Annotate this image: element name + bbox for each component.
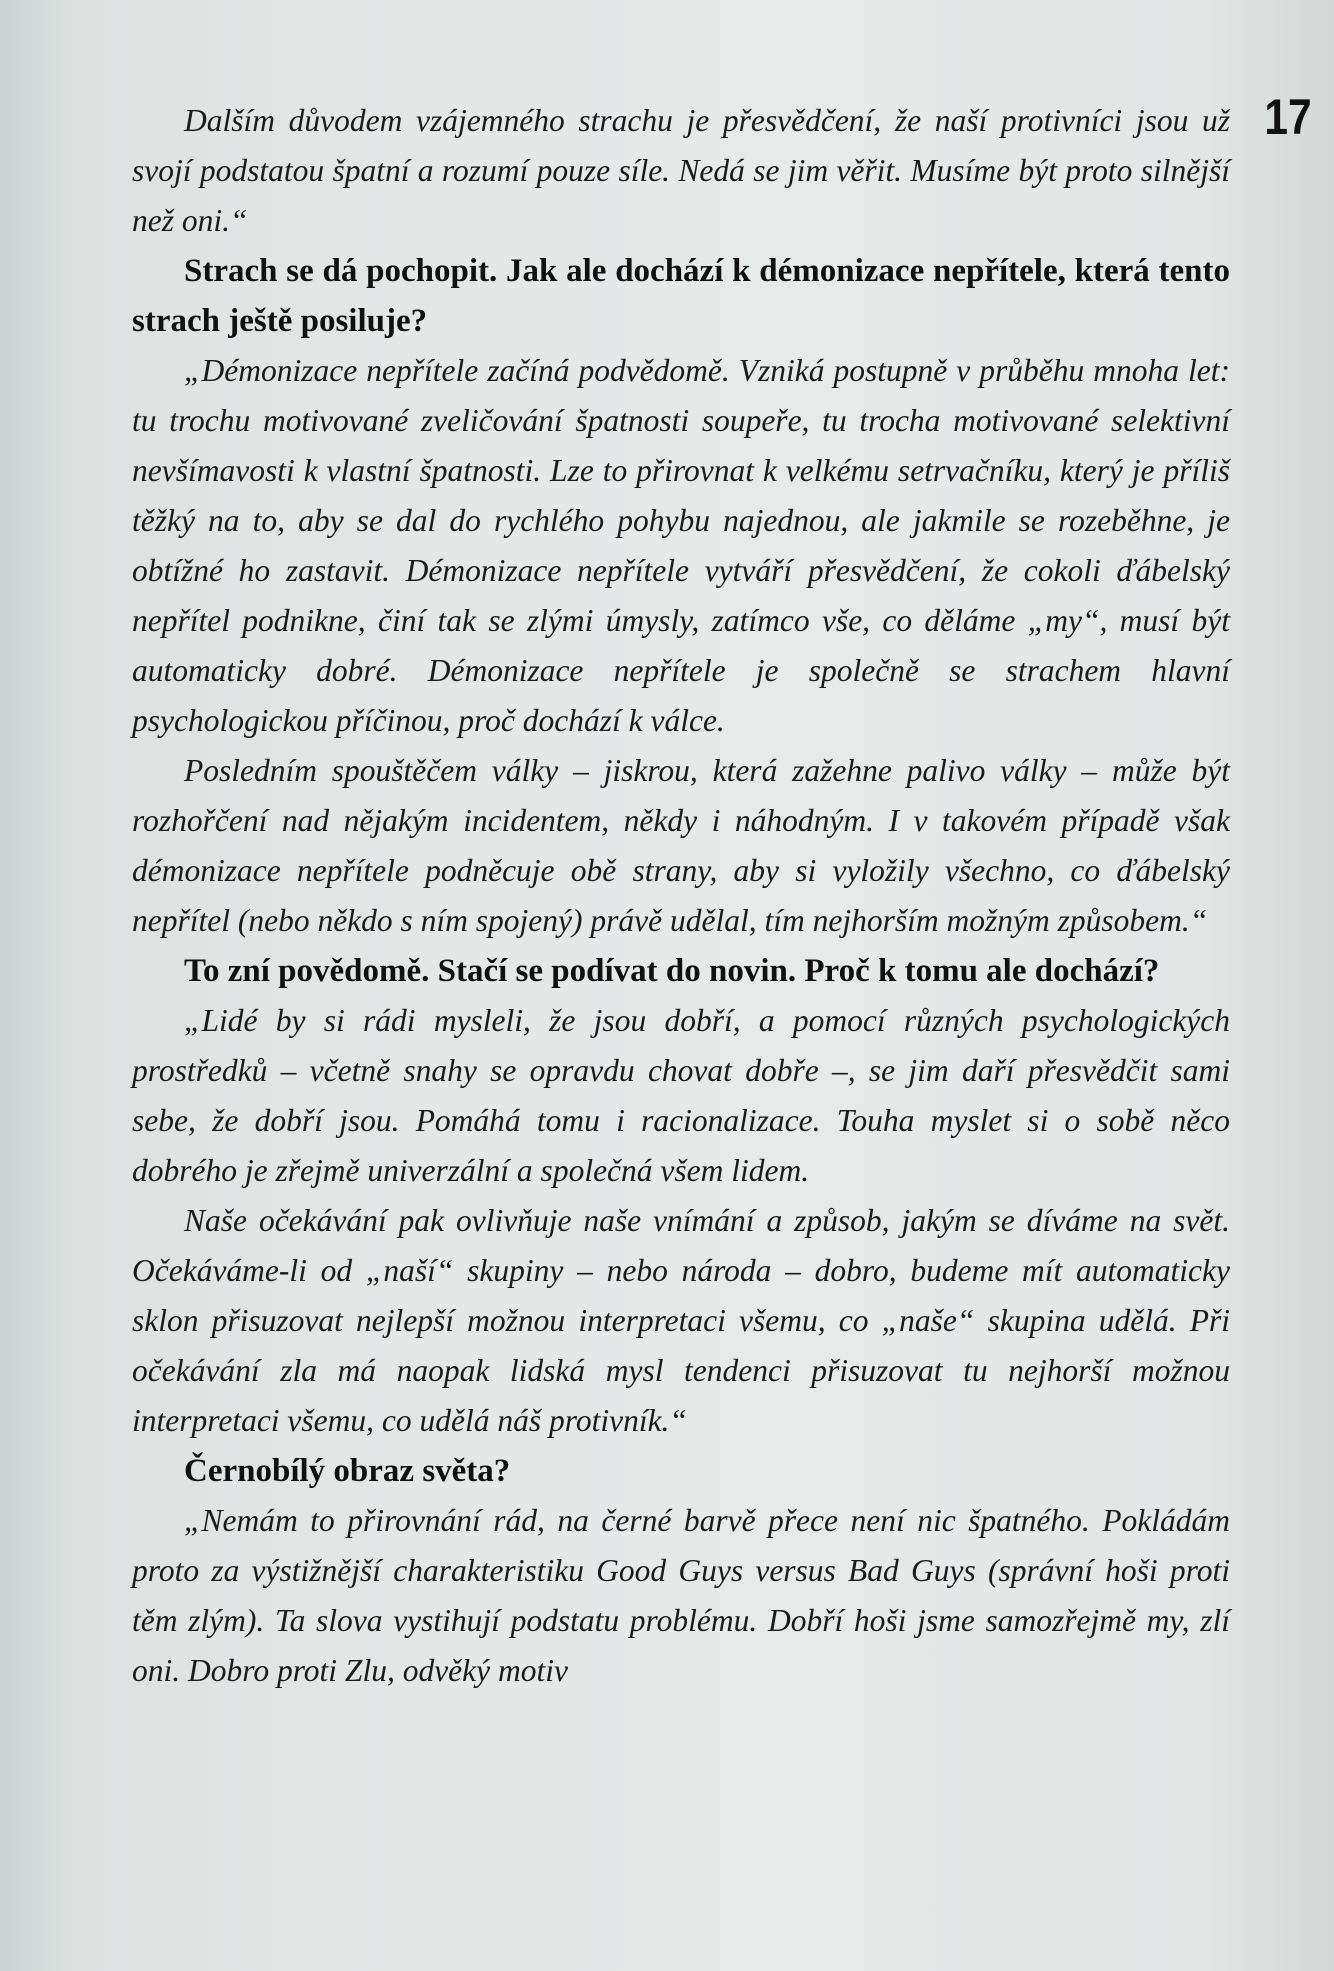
interview-answer-paragraph: Posledním spouštěčem války – jiskrou, která zažehne palivo války – může být rozhořčení nad nějakým incidentem, někdy i náhodným. I v takovém případě však démonizace nepřítele podněcuje obě strany, aby si vyložily všechno, co ďábelský nepřítel (nebo někdo s ním spojený) právě udělal, tím nejhorším možným způsobem.“ [132, 753, 1230, 938]
interview-question: To zní povědomě. Stačí se podívat do novin. Proč k tomu ale dochází? [184, 953, 1160, 989]
page-number: 17 [1264, 89, 1312, 145]
interview-answer-paragraph: Naše očekávání pak ovlivňuje naše vnímání a způsob, jakým se díváme na svět. Očekáváme-li od „naší“ skupiny – nebo národa – dobro, budeme mít automaticky sklon přisuzovat nejlepší možnou interpretaci všemu, co „naše“ skupina udělá. Při očekávání zla má naopak lidská mysl tendenci přisuzovat tu nejhorší možnou interpretaci všemu, co udělá náš protivník.“ [132, 1203, 1230, 1438]
interview-answer-paragraph: Dalším důvodem vzájemného strachu je přesvědčení, že naší protivníci jsou už svojí podstatou špatní a rozumí pouze síle. Nedá se jim věřit. Musíme být proto silnější než oni.“ [132, 103, 1230, 238]
interview-answer-paragraph: „Nemám to přirovnání rád, na černé barvě přece není nic špatného. Pokládám proto za výstižnější charakteristiku Good Guys versus Bad Guys (správní hoši proti těm zlým). Ta slova vystihují podstatu problému. Dobří hoši jsme samozřejmě my, zlí oni. Dobro proti Zlu, odvěký motiv [132, 1503, 1230, 1688]
text-block [132, 96, 1230, 1696]
interview-answer-paragraph: „Lidé by si rádi mysleli, že jsou dobří, a pomocí různých psychologických prostředků – včetně snahy se opravdu chovat dobře –, se jim daří přesvědčit sami sebe, že dobří jsou. Pomáhá tomu i racionalizace. Touha myslet si o sobě něco dobrého je zřejmě univerzální a společná všem lidem. [132, 1003, 1230, 1188]
interview-question: Strach se dá pochopit. Jak ale dochází k démonizace nepřítele, která tento strach ještě posiluje? [132, 253, 1230, 339]
interview-answer-paragraph: „Démonizace nepřítele začíná podvědomě. Vzniká postupně v průběhu mnoha let: tu trochu motivované zveličování špatnosti soupeře, tu trocha motivované selektivní nevšímavosti k vlastní špatnosti. Lze to přirovnat k velkému setrvačníku, který je příliš těžký na to, aby se dal do rychlého pohybu najednou, ale jakmile se rozeběhne, je obtížné ho zastavit. Démonizace nepřítele vytváří přesvědčení, že cokoli ďábelský nepřítel podnikne, činí tak se zlými úmysly, zatímco vše, co děláme „my“, musí být automaticky dobré. Démonizace nepřítele je společně se strachem hlavní psychologickou příčinou, proč dochází k válce. [132, 353, 1230, 738]
interview-question: Černobílý obraz světa? [184, 1453, 511, 1489]
